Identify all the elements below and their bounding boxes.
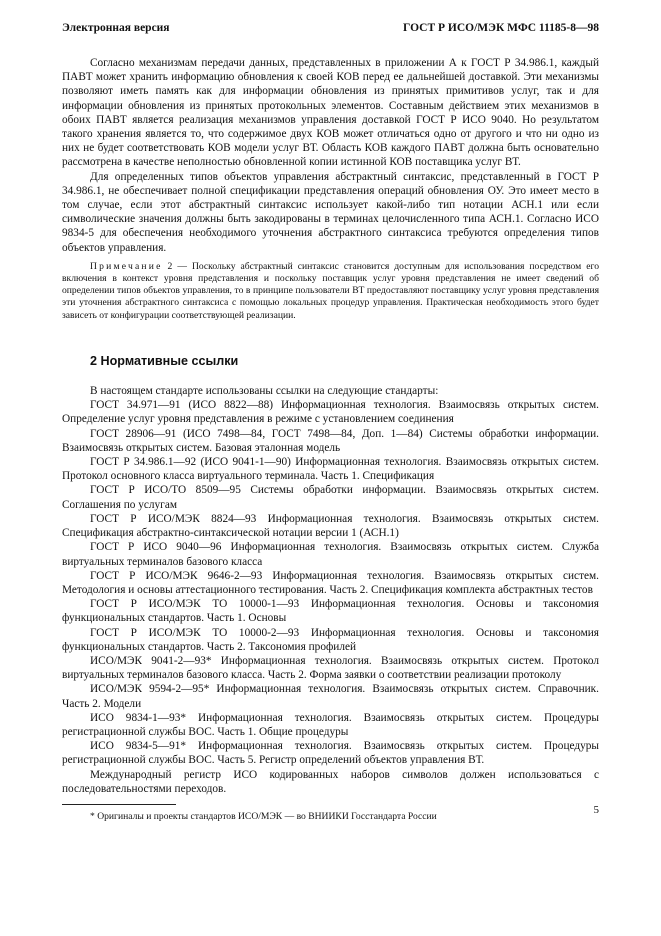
main-text	[62, 56, 599, 823]
reference-item: ИСО 9834-1—93* Информационная технология. Взаимосвязь открытых систем. Процедуры регистрационной службы ВОС. Часть 1. Общие процедуры	[62, 711, 599, 738]
reference-item: ГОСТ Р ИСО/МЭК 8824—93 Информационная технология. Взаимосвязь открытых систем. Спецификация абстрактно-синтаксической нотации версии 1 (АСН.1)	[62, 512, 599, 540]
reference-item: ГОСТ Р 34.986.1—92 (ИСО 9041-1—90) Информационная технология. Взаимосвязь открытых систем. Протокол основного класса виртуального терминала. Часть 1. Спецификация	[62, 456, 599, 483]
intro-paragraph: Согласно механизмам передачи данных, представленных в приложении А к ГОСТ Р 34.986.1, каждый ПАВТ может хранить информацию обновления к своей КОВ перед ее дальнейшей доставкой. Эти механизмы позволяют иметь память как для информации обновления из принятых примитивов услуг, так и для информации обновления из принятых протокольных элементов. Составным действием этих механизмов в обоих ПАВТ является реализация механизмов управления доставкой ГОСТ Р ИСО 9040. Но результатом такого хранения является то, что содержимое двух КОВ может отличаться одно от другого и что ни одно из них не будет соответствовать КОВ модели услуг ВТ. Область КОВ каждого ПАВТ должна быть основательно рассмотрена в качестве неполностью обновленной копии истинной КОВ поставщика услуг ВТ.	[62, 57, 599, 169]
reference-item: ГОСТ 34.971—91 (ИСО 8822—88) Информационная технология. Взаимосвязь открытых систем. Определение услуг уровня представления в режиме с установлением соединения	[62, 399, 599, 426]
footnote-divider	[62, 804, 176, 805]
reference-item: ИСО/МЭК 9594-2—95* Информационная технология. Взаимосвязь открытых систем. Справочник. Часть 2. Модели	[62, 683, 599, 710]
reference-item: ИСО 9834-5—91* Информационная технология. Взаимосвязь открытых систем. Процедуры регистрационной службы ВОС. Часть 5. Регистр определений объектов управления ВТ.	[62, 740, 599, 767]
reference-item: ГОСТ Р ИСО/ТО 8509—95 Системы обработки информации. Взаимосвязь открытых систем. Соглашения по услугам	[62, 484, 599, 511]
page-number: 5	[593, 804, 599, 816]
reference-item: ГОСТ Р ИСО/МЭК ТО 10000-2—93 Информационная технология. Основы и таксономия функциональных стандартов. Часть 2. Таксономия профилей	[62, 626, 599, 653]
footnote: * Оригиналы и проекты стандартов ИСО/МЭК — во ВНИИКИ Госстандарта России	[90, 810, 437, 822]
reference-item: Международный регистр ИСО кодированных наборов символов должен использоваться с последовательностями переходов.	[62, 768, 599, 795]
note-label: Примечание	[90, 260, 163, 272]
header-edition-label: Электронная версия	[62, 22, 170, 34]
section-heading: 2 Нормативные ссылки	[90, 353, 239, 368]
reference-item: ГОСТ 28906—91 (ИСО 7498—84, ГОСТ 7498—84, Доп. 1—84) Системы обработки информации. Взаимосвязь открытых систем. Базовая эталонная модель	[62, 427, 599, 454]
reference-item: ГОСТ Р ИСО/МЭК 9646-2—93 Информационная технология. Взаимосвязь открытых систем. Методология и основы аттестационного тестирования. Часть 2. Спецификация комплекта абстрактных тестов	[62, 569, 599, 596]
header-standard-code: ГОСТ Р ИСО/МЭК МФС 11185-8—98	[403, 22, 599, 34]
note-text: 2 — Поскольку абстрактный синтаксис становится доступным для использования посредством его включения в контекст уровня представления и поскольку поставщик услуг уровня представления не имеет сведений об определении типов объектов управления, то в принципе пользователи ВТ предоставляют поставщику услуг уровня представления эти уточнения абстрактного синтаксиса с помощью локальных процедур управления. Практическая необходимость этого будет зависеть от конфигурации соответствующей реализации.	[62, 260, 599, 321]
intro-paragraph: Для определенных типов объектов управления абстрактный синтаксис, представленный в ГОСТ Р 34.986.1, не обеспечивает полной спецификации представления операций обновления ОУ. Это имеет место в том случае, если этот абстрактный синтаксис использует какой-либо тип нотации АСН.1 или если символические значения должны быть закодированы в терминах целочисленного типа АСН.1. Согласно ИСО 9834-5 для обеспечения необходимого уточнения абстрактного синтаксиса требуются определения типов объектов управления.	[62, 170, 599, 254]
reference-item: ГОСТ Р ИСО/МЭК ТО 10000-1—93 Информационная технология. Основы и таксономия функциональных стандартов. Часть 1. Основы	[62, 598, 599, 625]
reference-item: ИСО/МЭК 9041-2—93* Информационная технология. Взаимосвязь открытых систем. Протокол виртуальных терминалов базового класса. Часть 2. Форма заявки о соответствии реализации протоколу	[62, 654, 599, 682]
page-header	[62, 22, 599, 38]
reference-item: ГОСТ Р ИСО 9040—96 Информационная технология. Взаимосвязь открытых систем. Служба виртуальных терминалов базового класса	[62, 541, 599, 568]
note-paragraph	[62, 261, 599, 322]
section-lead: В настоящем стандарте использованы ссылки на следующие стандарты:	[90, 385, 439, 398]
